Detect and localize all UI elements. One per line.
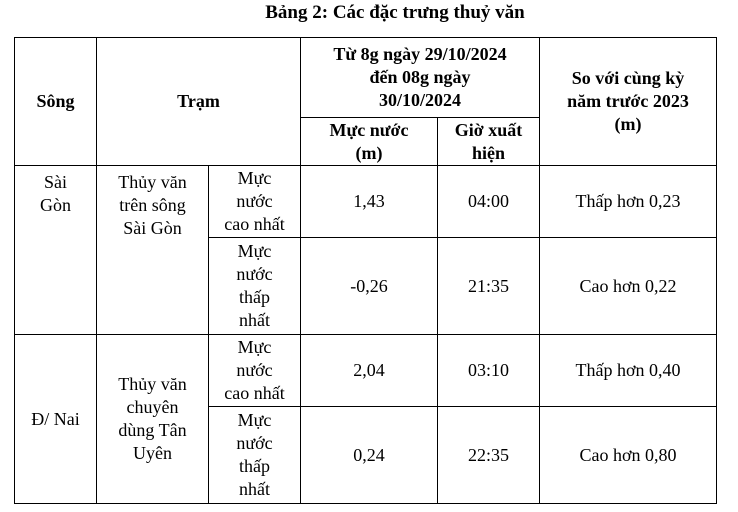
time-cell: 22:35 <box>438 407 540 504</box>
hydrology-table <box>14 37 717 504</box>
type-cell: Mực nước thấp nhất <box>209 238 301 335</box>
level-cell: 1,43 <box>301 166 438 238</box>
river-cell: Đ/ Nai <box>15 335 97 504</box>
compare-cell: Cao hơn 0,80 <box>540 407 717 504</box>
header-river: Sông <box>15 38 97 166</box>
compare-cell: Thấp hơn 0,23 <box>540 166 717 238</box>
header-level: Mực nước (m) <box>301 118 438 166</box>
header-period: Từ 8g ngày 29/10/2024 đến 08g ngày 30/10/2024 <box>301 38 540 118</box>
level-cell: 0,24 <box>301 407 438 504</box>
header-compare: So với cùng kỳ năm trước 2023 (m) <box>540 38 717 166</box>
compare-cell: Cao hơn 0,22 <box>540 238 717 335</box>
station-cell: Thủy văn trên sông Sài Gòn <box>97 166 209 335</box>
type-cell: Mực nước cao nhất <box>209 166 301 238</box>
table-row <box>15 335 717 407</box>
type-cell: Mực nước cao nhất <box>209 335 301 407</box>
time-cell: 03:10 <box>438 335 540 407</box>
time-cell: 04:00 <box>438 166 540 238</box>
header-time: Giờ xuất hiện <box>438 118 540 166</box>
table-title: Bảng 2: Các đặc trưng thuỷ văn <box>265 2 525 23</box>
river-cell: Sài Gòn <box>15 166 97 335</box>
header-station: Trạm <box>97 38 301 166</box>
type-cell: Mực nước thấp nhất <box>209 407 301 504</box>
level-cell: 2,04 <box>301 335 438 407</box>
level-cell: -0,26 <box>301 238 438 335</box>
time-cell: 21:35 <box>438 238 540 335</box>
station-cell: Thủy văn chuyên dùng Tân Uyên <box>97 335 209 504</box>
table-row <box>15 166 717 238</box>
header-row-1 <box>15 38 717 118</box>
compare-cell: Thấp hơn 0,40 <box>540 335 717 407</box>
